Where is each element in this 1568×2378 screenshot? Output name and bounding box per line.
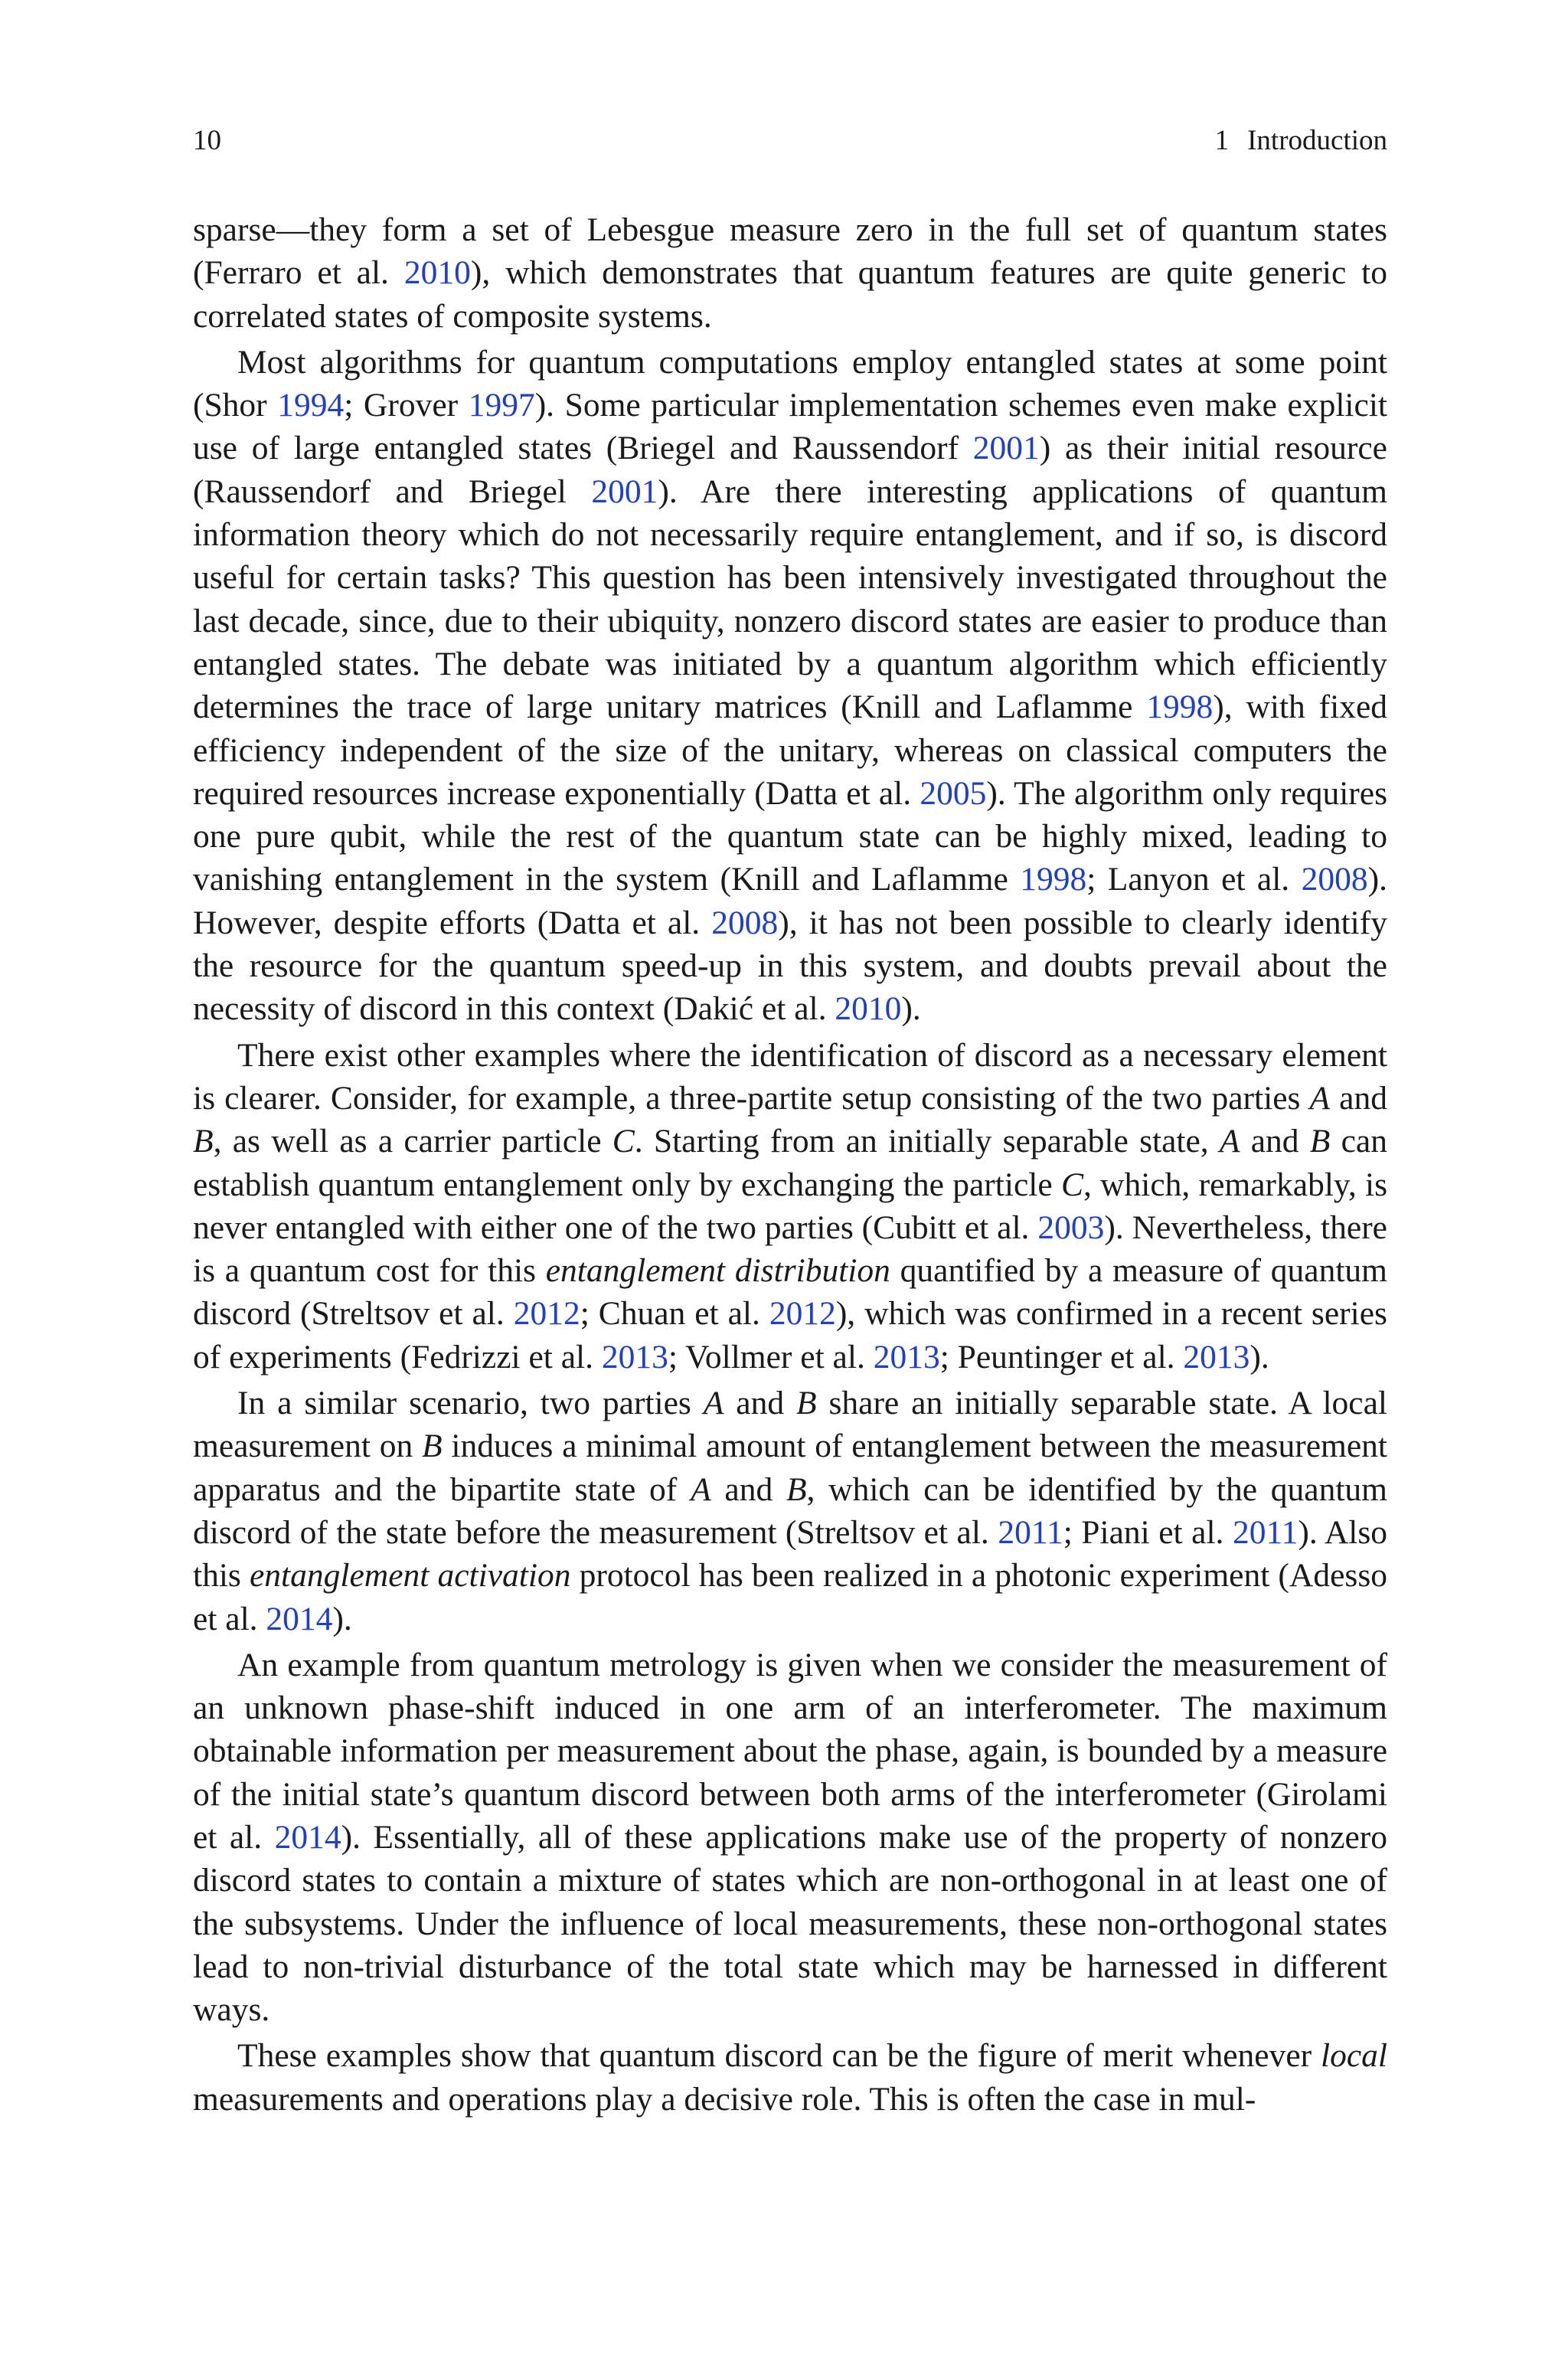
paragraph-5 (193, 1644, 1387, 2032)
math-variable: A (703, 1385, 724, 1422)
citation-link[interactable]: 2012 (769, 1295, 836, 1333)
chapter-number: 1 (1214, 125, 1230, 156)
text-run: measurements and operations play a decisive role. This is often the case in mul- (193, 2080, 1256, 2118)
text-run: , as well as a carrier particle (213, 1123, 612, 1160)
body-text (193, 208, 1387, 2124)
citation-link[interactable]: 2008 (1301, 861, 1368, 898)
text-run: ). Nevertheless, there is a quantum cost for this (193, 1209, 1387, 1290)
citation-link[interactable]: 2003 (1037, 1209, 1105, 1246)
running-head (193, 123, 1387, 159)
citation-link[interactable]: 2010 (835, 990, 902, 1028)
text-run: , which can be identified by the quantum discord of the state before the measurement (Streltsov et al. (193, 1470, 1388, 1551)
text-run: There exist other examples where the identification of discord as a necessary element is clearer. Consider, for example, a three-partite setup consisting of the two parties (193, 1036, 1387, 1117)
text-run: An example from quantum metrology is given when we consider the measurement of an unknown phase-shift induced in one arm of an interferometer. The maximum obtainable information per measurement about the phase, again, is bounded by a measure of the initial state’s quantum discord between both arms of the interferometer (Girolami et al. (193, 1646, 1387, 1856)
text-run: ) as their initial resource (Raussendorf and Briegel (193, 430, 1387, 510)
citation-link[interactable]: 2011 (998, 1513, 1063, 1551)
citation-link[interactable]: 2014 (266, 1600, 333, 1637)
text-run: ; Piani et al. (1063, 1513, 1233, 1551)
citation-link[interactable]: 2010 (403, 254, 471, 292)
text-run: ). Essentially, all of these applications make use of the property of nonzero discord states to contain a mixture of states which are non-orthogonal in at least one of the subsystems. Under the influence of local measurements, these non-orthogonal states lead to non-trivial disturbance of the total state which may be harnessed in different ways. (193, 1818, 1387, 2029)
text-run: Most algorithms for quantum computations employ entangled states at some point (Shor (193, 343, 1387, 424)
math-variable: B (193, 1123, 214, 1160)
text-run: and (724, 1385, 796, 1422)
citation-link[interactable]: 2013 (873, 1338, 940, 1375)
text-run: share an initially separable state. A local measurement on (193, 1385, 1388, 1465)
text-run: ). Are there interesting applications of quantum information theory which do not necessarily require entanglement, and if so, is discord useful for certain tasks? This question has been intensively investigated throughout the last decade, since, due to their ubiquity, nonzero discord states are easier to produce than entangled states. The debate was initiated by a quantum algorithm which efficiently determines the trace of large unitary matrices (Knill and Laflamme (193, 473, 1387, 726)
text-run: , which, remarkably, is never entangled with either one of the two parties (Cubitt et al. (193, 1166, 1388, 1246)
citation-link[interactable]: 2008 (711, 904, 779, 941)
text-run: ). Also this (193, 1513, 1388, 1595)
text-run: ). (332, 1600, 352, 1637)
math-variable: C (612, 1123, 635, 1160)
text-run: ), with fixed efficiency independent of the size of the unitary, whereas on classical computers the required resources increase exponentially (Datta et al. (193, 689, 1387, 812)
math-variable: B (1309, 1123, 1331, 1160)
emphasis: local (1321, 2037, 1387, 2075)
citation-link[interactable]: 1998 (1146, 689, 1214, 726)
text-run: . Starting from an initially separable state, (634, 1123, 1220, 1160)
citation-link[interactable]: 2011 (1232, 1513, 1298, 1551)
math-variable: A (691, 1470, 711, 1508)
text-run: protocol has been realized in a photonic experiment (Adesso et al. (193, 1557, 1387, 1637)
text-run: sparse—they form a set of Lebesgue measure zero in the full set of quantum states (Ferraro et al. (193, 211, 1387, 292)
chapter-title: Introduction (1247, 125, 1387, 156)
citation-link[interactable]: 1994 (277, 387, 345, 424)
text-run: and (1330, 1079, 1387, 1117)
text-run: In a similar scenario, two parties (237, 1385, 704, 1422)
emphasis: entanglement distribution (545, 1252, 890, 1290)
text-run: ). (901, 990, 921, 1028)
text-run: ; Vollmer et al. (668, 1338, 874, 1375)
text-run: and (1240, 1123, 1310, 1160)
chapter-heading (1215, 123, 1387, 159)
citation-link[interactable]: 2013 (601, 1338, 668, 1375)
paragraph-4 (193, 1382, 1387, 1640)
citation-link[interactable]: 1997 (468, 387, 535, 424)
citation-link[interactable]: 2012 (513, 1295, 580, 1333)
math-variable: C (1060, 1166, 1083, 1203)
math-variable: A (1309, 1079, 1331, 1117)
paragraph-6 (193, 2034, 1387, 2121)
text-run: ; Lanyon et al. (1086, 861, 1302, 898)
text-run: These examples show that quantum discord can be the figure of merit whenever (237, 2037, 1321, 2075)
paragraph-3 (193, 1034, 1387, 1379)
math-variable: A (1219, 1123, 1240, 1160)
citation-link[interactable]: 2014 (274, 1818, 341, 1856)
text-run: ). Some particular implementation schemes even make explicit use of large entangled states (Briegel and Raussendorf (193, 387, 1387, 467)
text-run: ). The algorithm only requires one pure qubit, while the rest of the quantum state can be highly mixed, leading to vanishing entanglement in the system (Knill and Laflamme (193, 774, 1387, 898)
page-number: 10 (193, 125, 221, 156)
citation-link[interactable]: 1998 (1020, 861, 1087, 898)
text-run: ; Chuan et al. (580, 1295, 769, 1333)
citation-link[interactable]: 2001 (591, 473, 658, 510)
math-variable: B (795, 1385, 817, 1422)
math-variable: B (422, 1428, 443, 1465)
paragraph-1 (193, 208, 1387, 338)
citation-link[interactable]: 2001 (972, 430, 1040, 467)
text-run: ), it has not been possible to clearly identify the resource for the quantum speed-up in this system, and doubts prevail about the necessity of discord in this context (Dakić et al. (193, 904, 1387, 1028)
text-run: ), which demonstrates that quantum features are quite generic to correlated states of composite systems. (193, 254, 1387, 335)
text-run: ), which was confirmed in a recent series of experiments (Fedrizzi et al. (193, 1295, 1387, 1375)
math-variable: B (786, 1470, 807, 1508)
paragraph-2 (193, 341, 1387, 1031)
emphasis: entanglement activation (250, 1557, 571, 1595)
citation-link[interactable]: 2005 (920, 774, 987, 812)
text-run: ). (1250, 1338, 1269, 1375)
text-run: induces a minimal amount of entanglement between the measurement apparatus and the bipartite state of (193, 1428, 1387, 1508)
text-run: and (710, 1470, 786, 1508)
text-run: ; Peuntinger et al. (939, 1338, 1184, 1375)
text-run: ; Grover (344, 387, 469, 424)
text-run: can establish quantum entanglement only by exchanging the particle (193, 1123, 1387, 1203)
citation-link[interactable]: 2013 (1183, 1338, 1250, 1375)
text-run: ). However, despite efforts (Datta et al. (193, 861, 1387, 941)
text-run: quantified by a measure of quantum discord (Streltsov et al. (193, 1252, 1387, 1333)
